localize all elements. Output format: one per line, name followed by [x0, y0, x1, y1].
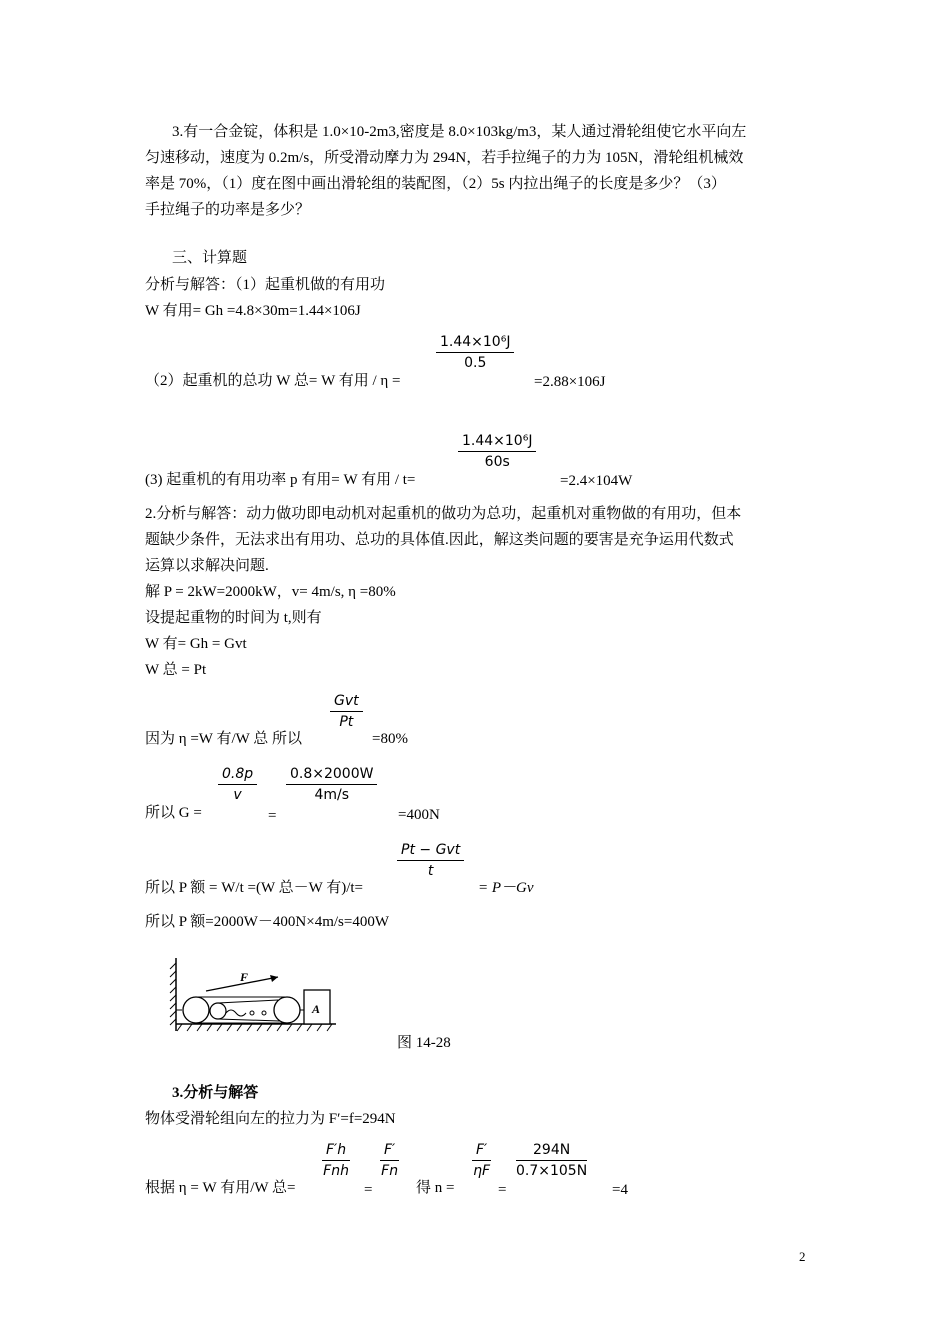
- fraction-numerator: F′h: [326, 1142, 347, 1158]
- fraction-numerator: 1.44×10⁶J: [440, 334, 511, 350]
- fraction-numerator: Pt − Gvt: [401, 842, 461, 858]
- problem3-line4: 手拉绳子的功率是多少？: [145, 202, 311, 218]
- ans2-efficiency-result: =80%: [372, 731, 408, 747]
- fraction-denominator: 0.7×105N: [516, 1163, 588, 1179]
- ans2-line6: W 有= Gh = Gvt: [145, 636, 247, 652]
- ans1-power-label: (3) 起重机的有用功率 p 有用= W 有用 / t=: [145, 472, 416, 488]
- fraction-denominator: 60s: [484, 454, 510, 470]
- ans2-prated-result: = P－Gv: [478, 880, 534, 896]
- pulley-figure: [168, 955, 338, 1035]
- fraction-denominator: Fn: [381, 1163, 399, 1179]
- ans2-prated-label: 所以 P 额 = W/t =(W 总－W 有)/t=: [145, 880, 364, 896]
- fraction-ans3-2: [380, 1140, 399, 1181]
- fraction-numerator: Gvt: [334, 693, 359, 709]
- ans1-power-result: =2.4×104W: [560, 473, 633, 489]
- fraction-numerator: 0.8×2000W: [290, 766, 374, 782]
- fraction-g-symbolic: [218, 764, 257, 805]
- problem3-line2: 匀速移动，速度为 0.2m/s，所受滑动摩力为 294N，若手拉绳子的力为 105N，滑轮组机械效: [145, 150, 744, 166]
- ans1-intro: 分析与解答：（1）起重机做的有用功: [145, 277, 386, 293]
- ans1-useful-work: W 有用= Gh =4.8×30m=1.44×106J: [145, 303, 361, 319]
- fraction-denominator: Fnh: [323, 1163, 349, 1179]
- ans2-final: 所以 P 额=2000W－400N×4m/s=400W: [145, 914, 389, 930]
- ans2-g-label: 所以 G =: [145, 805, 202, 821]
- fraction-numerator: F′: [384, 1142, 396, 1158]
- ans3-de-label: 得 n =: [416, 1180, 455, 1196]
- problem3-line3: 率是 70%，（1）度在图中画出滑轮组的装配图，（2）5s 内拉出绳子的长度是多少？（3）: [145, 176, 726, 192]
- section-title: 三、计算题: [172, 250, 248, 266]
- fraction-denominator: t: [427, 863, 434, 879]
- ans3-equals-1: =: [364, 1182, 373, 1198]
- fraction-ans3-3: [472, 1140, 491, 1181]
- fraction-g-numeric: [286, 764, 377, 805]
- fraction-ans3-4: [516, 1140, 587, 1181]
- fraction-denominator: ηF: [473, 1163, 491, 1179]
- block-label: A: [312, 1002, 321, 1016]
- fraction-numerator: F′: [476, 1142, 488, 1158]
- ans2-line5: 设提起重物的时间为 t,则有: [145, 610, 322, 626]
- figure-caption: 图 14-28: [397, 1035, 451, 1051]
- ans2-line2: 题缺少条件，无法求出有用功、总功的具体值.因此，解这类问题的要害是充争运用代数式: [145, 532, 734, 548]
- ans2-g-equals: =: [268, 808, 277, 824]
- ans3-pull-force: 物体受滑轮组向左的拉力为 F′=f=294N: [145, 1111, 396, 1127]
- fraction-numerator: 294N: [533, 1142, 571, 1158]
- fraction-ans3-1: [322, 1140, 350, 1181]
- fraction-efficiency: [330, 691, 363, 732]
- ans2-line3: 运算以求解决问题.: [145, 558, 269, 574]
- ans2-line7: W 总 = Pt: [145, 662, 207, 678]
- fraction-denominator: v: [233, 787, 242, 803]
- ans3-equals-2: =: [498, 1182, 507, 1198]
- ans3-efficiency-label: 根据 η = W 有用/W 总=: [145, 1180, 296, 1196]
- page-number: 2: [799, 1249, 806, 1264]
- ans2-g-result: =400N: [398, 807, 440, 823]
- fraction-numerator: 1.44×10⁶J: [462, 433, 533, 449]
- fraction-prated: [397, 840, 464, 881]
- fraction-numerator: 0.8p: [222, 766, 254, 782]
- fraction-power: [458, 431, 536, 472]
- ans1-total-work-label: （2）起重机的总功 W 总= W 有用 / η =: [145, 373, 401, 389]
- ans2-efficiency-label: 因为 η =W 有/W 总 所以: [145, 731, 302, 747]
- ans3-title: 3.分析与解答: [172, 1085, 259, 1101]
- ans2-line1: 2.分析与解答：动力做功即电动机对起重机的做功为总功，起重机对重物做的有用功，但本: [145, 506, 742, 522]
- fraction-total-work: [436, 332, 514, 373]
- ans2-line4: 解 P = 2kW=2000kW，v= 4m/s, η =80%: [145, 584, 396, 600]
- fraction-denominator: Pt: [339, 714, 354, 730]
- ans3-result: =4: [612, 1182, 628, 1198]
- ans1-total-work-result: =2.88×106J: [534, 374, 606, 390]
- fraction-denominator: 0.5: [464, 355, 487, 371]
- problem3-line1: 3.有一合金锭，体积是 1.0×10-2m3,密度是 8.0×103kg/m3，某人通过滑轮组使它水平向左: [172, 124, 747, 140]
- fraction-denominator: 4m/s: [314, 787, 350, 803]
- force-label: F: [240, 970, 249, 984]
